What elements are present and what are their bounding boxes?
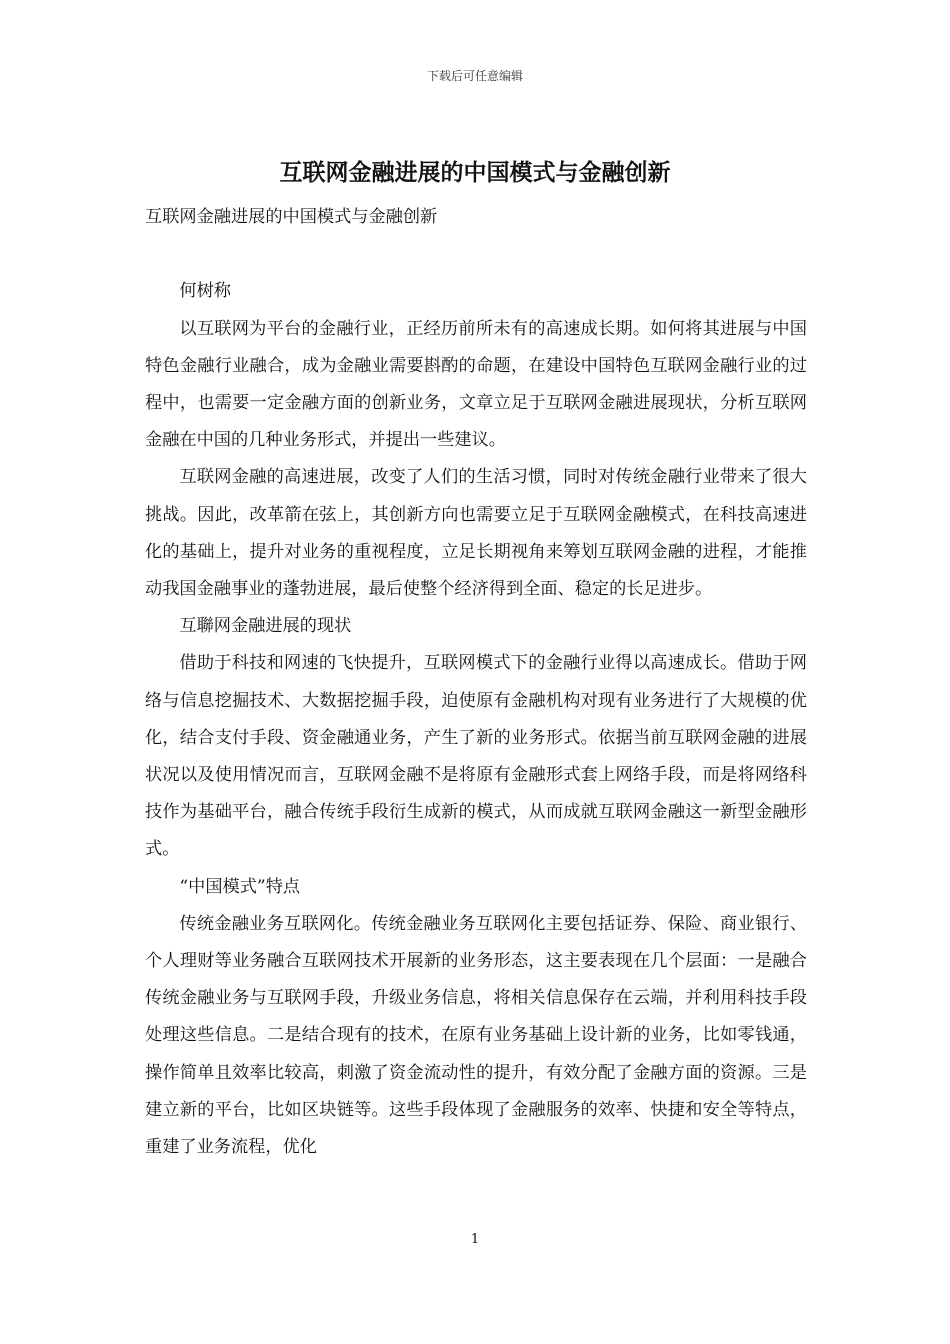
section-heading: 互聯网金融进展的现状 (179, 616, 352, 637)
document-subtitle: 互联网金融进展的中国模式与金融创新 (145, 207, 438, 227)
blank-line (145, 236, 807, 273)
document-body (145, 199, 807, 1166)
page-header: 下载后可任意编辑 (426, 69, 523, 83)
paragraph: 以互联网为平台的金融行业，正经历前所未有的高速成长期。如何将其进展与中国特色金融行业融合，成为金融业需要斟酌的命题，在建设中国特色互联网金融行业的过程中，也需要一定金融方面的创新业务，文章立足于互联网金融进展现状，分析互联网金融在中国的几种业务形式，并提出一些建议。 (145, 318, 807, 451)
paragraph: 借助于科技和网速的飞快提升，互联网模式下的金融行业得以高速成长。借助于网络与信息挖掘技术、大数据挖掘手段，迫使原有金融机构对现有业务进行了大规模的优化，结合支付手段、资金融通业务，产生了新的业务形式。依据当前互联网金融的进展状况以及使用情况而言，互联网金融不是将原有金融形式套上网络手段，而是将网络科技作为基础平台，融合传统手段衍生成新的模式，从而成就互联网金融这一新型金融形式。 (145, 653, 807, 860)
paragraph: 传统金融业务互联网化。传统金融业务互联网化主要包括证券、保险、商业银行、个人理财等业务融合互联网技术开展新的业务形态，这主要表现在几个层面：一是融合传统金融业务与互联网手段，升级业务信息，将相关信息保存在云端，并利用科技手段处理这些信息。二是结合现有的技术，在原有业务基础上设计新的业务，比如零钱通，操作简单且效率比较高，刺激了资金流动性的提升，有效分配了金融方面的资源。三是建立新的平台，比如区块链等。这些手段体现了金融服务的效率、快捷和安全等特点，重建了业务流程，优化 (145, 913, 807, 1158)
section-heading: “中国模式”特点 (179, 876, 301, 897)
document-title: 互联网金融进展的中国模式与金融创新 (279, 160, 671, 186)
paragraph: 互联网金融的高速进展，改变了人们的生活习惯，同时对传统金融行业带来了很大挑战。因此，改革箭在弦上，其创新方向也需要立足于互联网金融模式，在科技高速进化的基础上，提升对业务的重视程度，立足长期视角来筹划互联网金融的进程，才能推动我国金融事业的蓬勃进展，最后使整个经济得到全面、稳定的长足进步。 (145, 467, 807, 599)
author-line: 何树称 (179, 281, 231, 302)
page-number: 1 (470, 1232, 480, 1247)
